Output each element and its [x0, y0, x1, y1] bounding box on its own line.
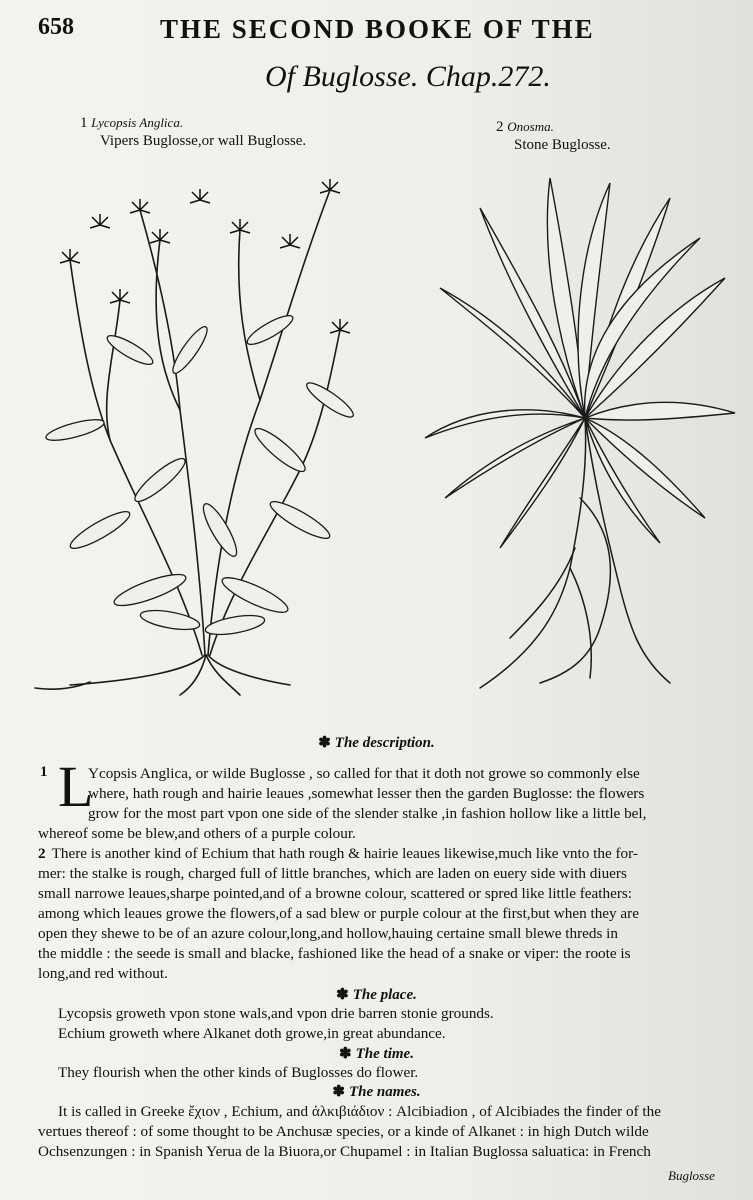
time-line-1: They flourish when the other kinds of Buglosses do flower.	[58, 1064, 419, 1081]
text-line: mer: the stalke is rough, charged full of little branches, which are laden on euery side with diuers	[38, 865, 627, 882]
text-line: long,and red without.	[38, 965, 168, 982]
fleuron-ornament-icon: ✽	[332, 1084, 345, 1100]
figure-2-english-name: Stone Buglosse.	[514, 137, 611, 153]
description-paragraph-2	[38, 844, 728, 984]
vipers-bugloss-illustration	[30, 150, 370, 700]
names-heading-text: The names.	[348, 1084, 421, 1100]
time-heading	[0, 1044, 753, 1063]
description-heading-text: The description.	[334, 735, 435, 751]
chapter-heading: Of Buglosse. Chap.272.	[265, 60, 551, 93]
figure-2-number: 2	[496, 119, 504, 135]
figure-1-english-name: Vipers Buglosse,or wall Buglosse.	[100, 133, 307, 149]
text-line: small narrowe leaues,sharpe pointed,and of a browne colour, scattered or spred like little feathers:	[38, 885, 633, 902]
names-heading	[0, 1082, 753, 1101]
text-line: whereof some be blew,and others of a purple colour.	[38, 825, 356, 842]
page-number: 658	[38, 14, 74, 40]
text-line: the middle : the seede is small and blacke, fashioned like the head of a snake or viper: the roote is	[38, 945, 631, 962]
book-title: THE SECOND BOOKE OF THE	[160, 14, 595, 44]
fleuron-ornament-icon: ✽	[336, 987, 349, 1003]
figure-2-caption	[496, 118, 611, 154]
paragraph-2-number: 2	[38, 845, 46, 862]
fleuron-ornament-icon: ✽	[318, 735, 331, 751]
time-heading-text: The time.	[355, 1046, 414, 1062]
text-line: Ycopsis Anglica, or wilde Buglosse , so called for that it doth not growe so commonly else	[88, 765, 640, 782]
place-heading-text: The place.	[352, 987, 417, 1003]
description-paragraph-1	[38, 764, 728, 844]
figure-2-latin-name: Onosma.	[507, 119, 554, 134]
place-line-2: Echium groweth where Alkanet doth growe,in great abundance.	[58, 1025, 446, 1042]
stone-bugloss-illustration	[420, 168, 740, 698]
text-line: grow for the most part vpon one side of the slender stalke ,in fashion hollow like a little bel,	[88, 805, 647, 822]
fleuron-ornament-icon: ✽	[339, 1046, 352, 1062]
text-line: vertues thereof : of some thought to be Anchusæ species, or a kinde of Alkanet : in high Dutch wilde	[38, 1123, 649, 1140]
figure-1-latin-name: Lycopsis Anglica.	[91, 115, 184, 130]
text-line: open they shewe to be of an azure colour,long,and hollow,hauing certaine small blewe threds in	[38, 925, 618, 942]
place-line-1: Lycopsis groweth vpon stone wals,and vpon drie barren stonie grounds.	[58, 1005, 494, 1022]
running-header	[38, 14, 738, 48]
text-line: among which leaues growe the flowers,of a sad blew or purple colour at the first,but when they are	[38, 905, 639, 922]
text-line	[38, 844, 728, 864]
paragraph-1-number: 1	[40, 764, 48, 780]
names-paragraph	[38, 1102, 728, 1162]
description-heading	[0, 733, 753, 752]
text-line: where, hath rough and hairie leaues ,somewhat lesser then the garden Buglosse: the flowers	[88, 785, 645, 802]
text-line-content: There is another kind of Echium that hath rough & hairie leaues likewise,much like vnto the for-	[51, 845, 638, 862]
text-line: It is called in Greeke ἔχιον , Echium, and ἀλκιβιάδιον : Alcibiadion , of Alcibiades the finder of the	[58, 1103, 661, 1120]
figure-1-caption	[80, 114, 306, 150]
drop-capital-letter: L	[58, 754, 94, 819]
figure-1-number: 1	[80, 115, 88, 131]
text-line: Ochsenzungen : in Spanish Yerua de la Biuora,or Chupamel : in Italian Buglossa saluatica: in French	[38, 1143, 651, 1160]
place-heading	[0, 985, 753, 1004]
catchword: Buglosse	[668, 1168, 715, 1183]
